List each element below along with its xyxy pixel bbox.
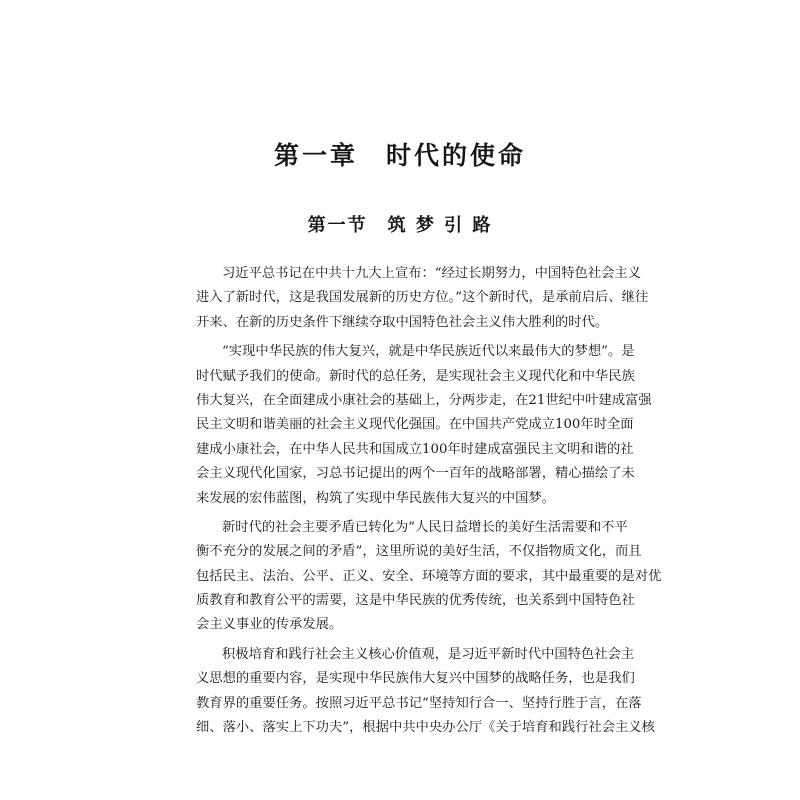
text-line: “实现中华民族的伟大复兴，就是中华民族近代以来最伟大的梦想”。是 (222, 344, 635, 360)
text-line: 质教育和教育公平的需要，这是中华民族的优秀传统，也关系到中国特色社 (196, 593, 635, 609)
text-line: 民主文明和谐美丽的社会主义现代化强国。在中国共产党成立100年时全面 (196, 417, 634, 433)
chapter-title: 第一章 时代的使命 (273, 141, 526, 170)
paragraph-1 (196, 262, 649, 335)
text-line: 会主义现代化国家，习总书记提出的两个一百年的战略部署，精心描绘了未 (196, 466, 635, 482)
text-line: 会主义事业的传承发展。 (196, 617, 343, 633)
text-line: 来发展的宏伟蓝图，构筑了实现中华民族伟大复兴的中国梦。 (196, 490, 556, 506)
text-line: 伟大复兴，在全面建成小康社会的基础上，分两步走，在21世纪中叶建成富强 (196, 392, 652, 408)
paragraph-4 (196, 643, 655, 741)
paragraph-2 (196, 340, 652, 511)
text-line: 包括民主、法治、公平、正义、安全、环境等方面的要求，其中最重要的是对优 (196, 568, 662, 584)
text-line: 积极培育和践行社会主义核心价值观，是习近平新时代中国特色社会主 (222, 646, 635, 662)
text-line: 细、落小、落实上下功夫”，根据中共中央办公厅《关于培育和践行社会主义核 (196, 720, 655, 736)
text-line: 开来、在新的历史条件下继续夺取中国特色社会主义伟大胜利的时代。 (196, 314, 609, 330)
text-line: 建成小康社会，在中华人民共和国成立100年时建成富强民主文明和谐的社 (196, 441, 634, 457)
paragraph-3 (196, 516, 662, 638)
text-line: 进入了新时代，这是我国发展新的历史方位。”这个新时代，是承前启后、继往 (196, 290, 649, 306)
text-line: 新时代的社会主要矛盾已转化为“人民日益增长的美好生活需要和不平 (222, 519, 628, 535)
text-line: 衡不充分的发展之间的矛盾”，这里所说的美好生活，不仅指物质文化，而且 (196, 544, 642, 560)
text-line: 义思想的重要内容，是实现中华民族伟大复兴中国梦的战略任务，也是我们 (196, 671, 635, 687)
text-line: 习近平总书记在中共十九大上宣布：“经过长期努力，中国特色社会主义 (222, 266, 641, 281)
text-line: 时代赋予我们的使命。新时代的总任务，是实现社会主义现代化和中华民族 (196, 368, 635, 384)
body-text (196, 262, 662, 740)
section-title: 第一节 筑 梦 引 路 (307, 215, 493, 236)
text-line: 教育界的重要任务。按照习近平总书记“坚持知行合一、坚持行胜于言，在落 (196, 695, 642, 711)
